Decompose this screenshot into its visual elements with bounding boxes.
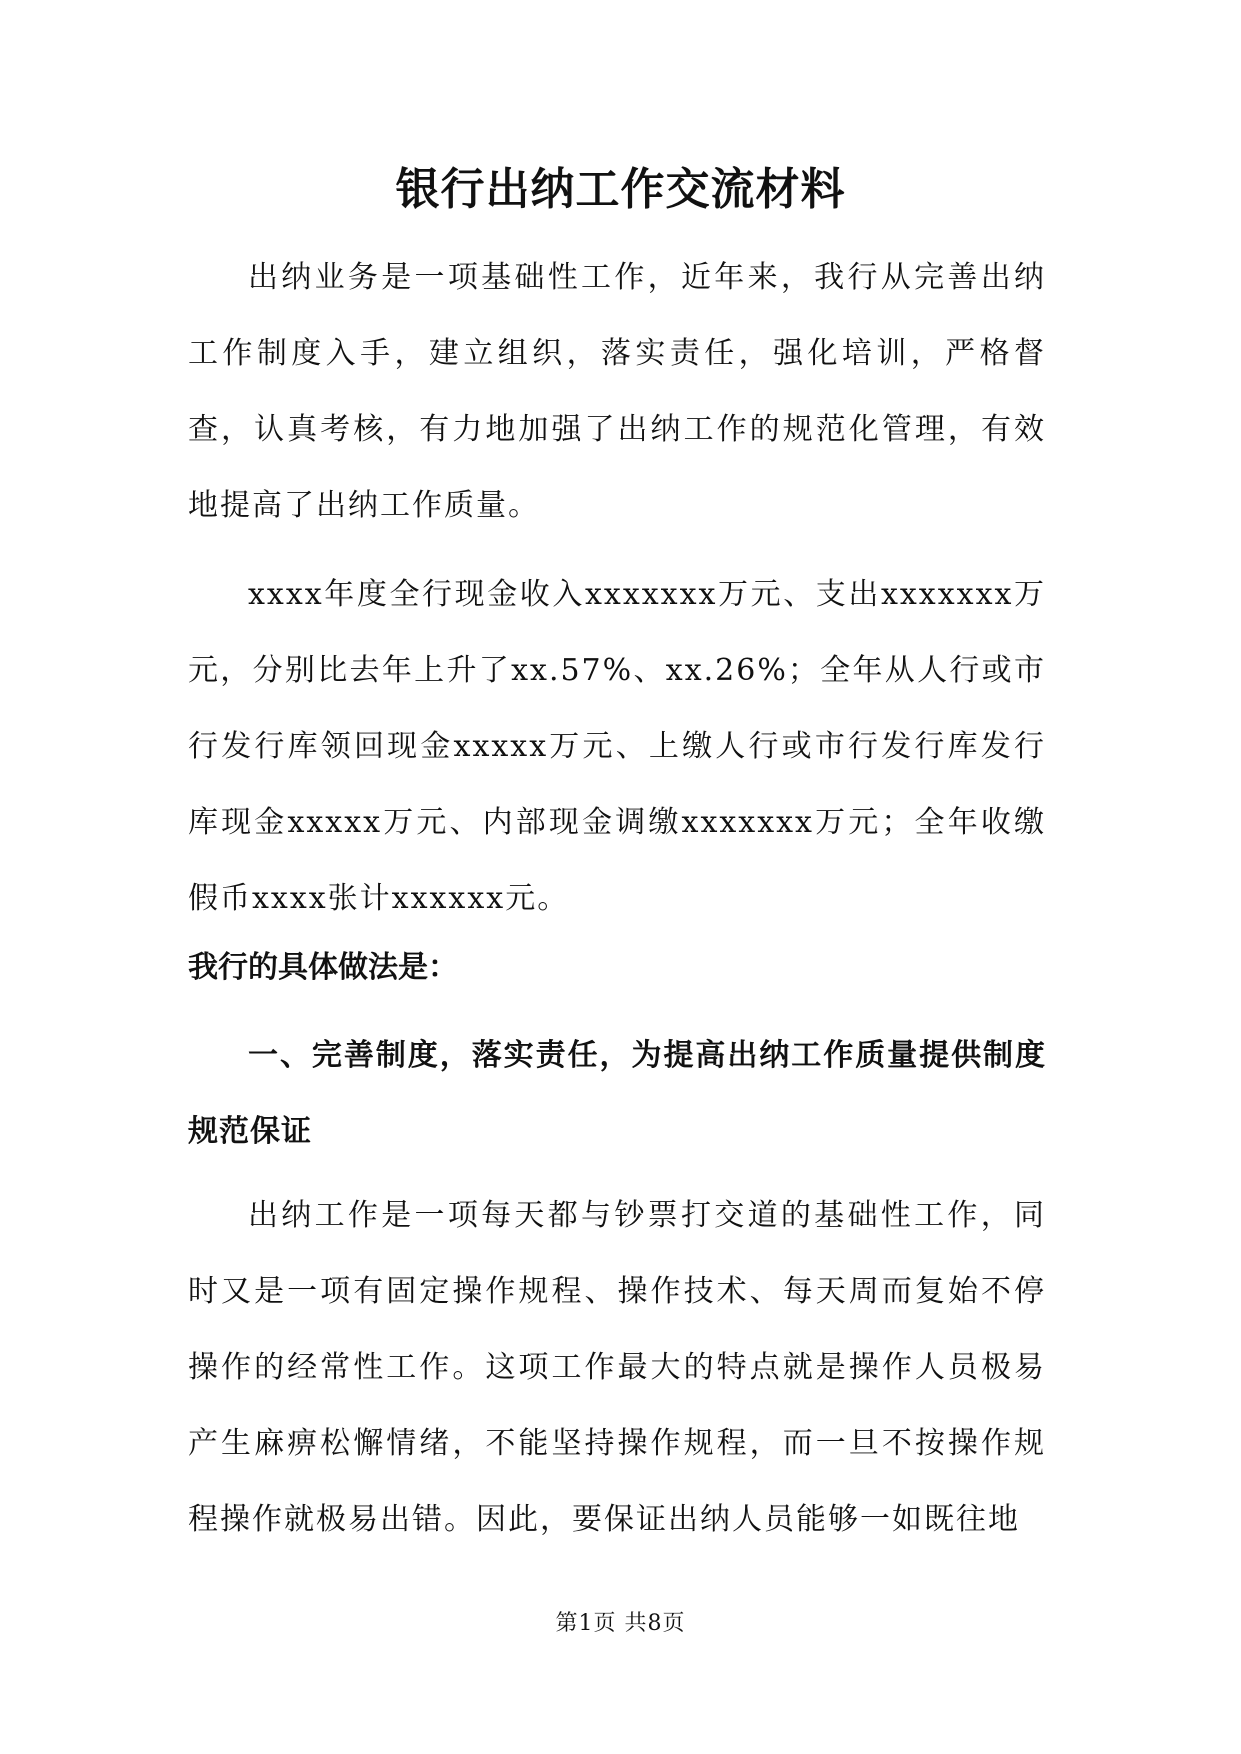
intro-paragraph: 出纳业务是一项基础性工作，近年来，我行从完善出纳工作制度入手，建立组织，落实责任，强化培训，严格督查，认真考核，有力地加强了出纳工作的规范化管理，有效地提高了出纳工作质量。 [188,260,1046,523]
document-title: 银行出纳工作交流材料 [395,164,846,215]
practices-lead: 我行的具体做法是： [188,950,458,985]
statistics-paragraph: xxxx年度全行现金收入xxxxxxx万元、支出xxxxxxx万元，分别比去年上升了xx.57%、xx.26%；全年从人行或市行发行库领回现金xxxxx万元、上缴人行或市行发行库发行库现金xxxxx万元、内部现金调缴xxxxxxx万元；全年收缴假币xxxx张计xxxxxx元。 [188,577,1046,916]
page-number-footer: 第1页 共8页 [555,1611,686,1636]
section-1-heading: 一、完善制度，落实责任，为提高出纳工作质量提供制度规范保证 [188,1038,1046,1149]
section-1-paragraph: 出纳工作是一项每天都与钞票打交道的基础性工作，同时又是一项有固定操作规程、操作技术、每天周而复始不停操作的经常性工作。这项工作最大的特点就是操作人员极易产生麻痹松懈情绪，不能坚持操作规程，而一旦不按操作规程操作就极易出错。因此，要保证出纳人员能够一如既往地 [188,1198,1046,1537]
